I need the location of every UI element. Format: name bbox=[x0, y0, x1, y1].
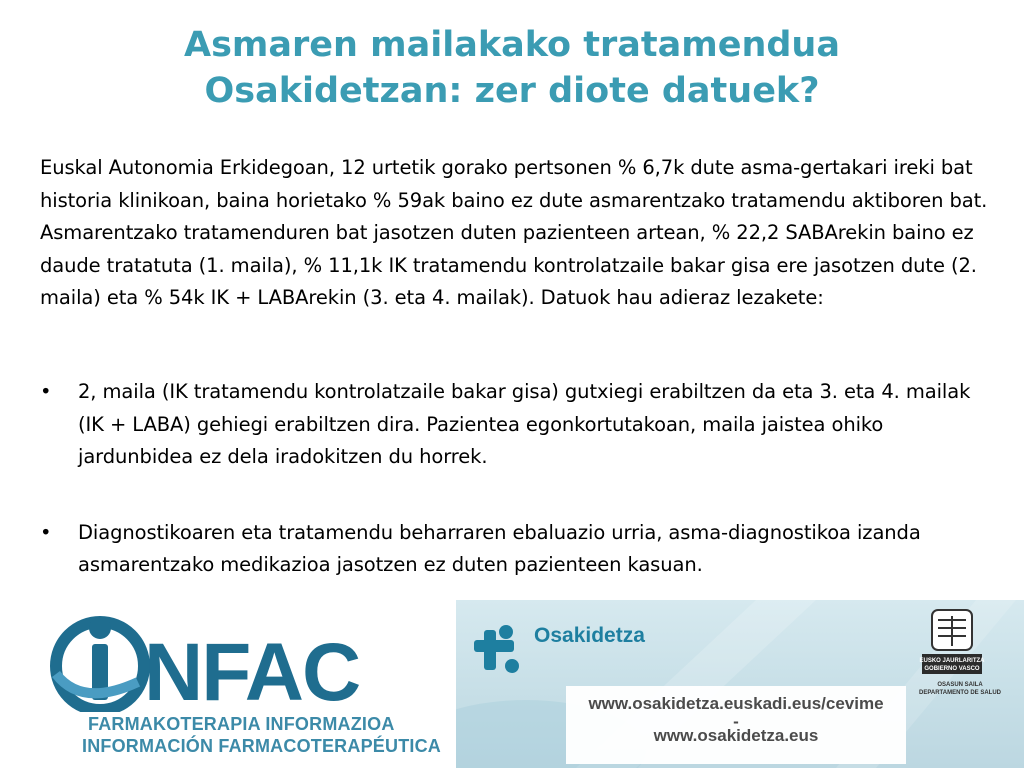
intro-paragraph: Euskal Autonomia Erkidegoan, 12 urtetik gorako pertsonen % 6,7k dute asma-gertakari ireki bat historia klinikoan, baina horietako % 59ak baino ez dute asmarentzako tratamendu aktiboren bat. Asmarentzako tratamenduren bat jasotzen duten pazienteen artean, % 22,2 SABArekin baino ez daude tratatuta (1. maila), % 11,1k IK tratamendu kontrolatzaile bakar gisa ere jasotzen dute (2. maila) eta % 54k IK + LABArekin (3. eta 4. mailak). Datuok hau adieraz lezakete: bbox=[40, 156, 988, 309]
osakidetza-logo-icon bbox=[470, 622, 526, 678]
slide-title-line2: Osakidetzan: zer diote datuek? bbox=[204, 71, 820, 111]
gov-dept-spanish: DEPARTAMENTO DE SALUD bbox=[918, 690, 1001, 696]
svg-text:NFAC: NFAC bbox=[144, 627, 360, 712]
slide-title bbox=[0, 22, 1024, 114]
osakidetza-name: Osakidetza bbox=[534, 624, 645, 647]
slide-title-line1: Asmaren mailakako tratamendua bbox=[184, 25, 840, 65]
bullet-marker: • bbox=[40, 520, 52, 544]
bullet-list bbox=[40, 376, 990, 582]
svg-text:EUSKO JAURLARITZA: EUSKO JAURLARITZA bbox=[919, 658, 985, 664]
gobierno-vasco-seal bbox=[918, 608, 986, 722]
bullet-text: Diagnostikoaren eta tratamendu beharraren ebaluazio urria, asma-diagnostikoa izanda asmarentzako medikazioa jasotzen ez duten pazienteen kasuan. bbox=[78, 520, 921, 576]
cevime-url-link[interactable]: www.osakidetza.euskadi.eus/cevime bbox=[588, 694, 884, 713]
svg-text:GOBIERNO VASCO: GOBIERNO VASCO bbox=[924, 666, 980, 672]
bullet-text: 2, maila (IK tratamendu kontrolatzaile bakar gisa) gutxiegi erabiltzen da eta 3. eta 4. mailak (IK + LABA) gehiegi erabiltzen dira. Pazientea egonkortutakoan, maila jaistea ohiko jardunbidea ez dela iradokitzen du horrek. bbox=[78, 380, 971, 468]
infac-subtitle-spanish: INFORMACIÓN FARMACOTERAPÉUTICA bbox=[82, 736, 441, 756]
url-separator: - bbox=[733, 712, 739, 731]
bullet-item bbox=[40, 517, 990, 582]
bullet-marker: • bbox=[40, 380, 52, 403]
infac-logo bbox=[42, 612, 372, 712]
gov-dept-basque: OSASUN SAILA bbox=[937, 682, 983, 688]
osakidetza-url-link[interactable]: www.osakidetza.eus bbox=[653, 726, 819, 745]
bullet-item bbox=[40, 376, 990, 474]
infac-subtitle-basque: FARMAKOTERAPIA INFORMAZIOA bbox=[88, 714, 395, 734]
